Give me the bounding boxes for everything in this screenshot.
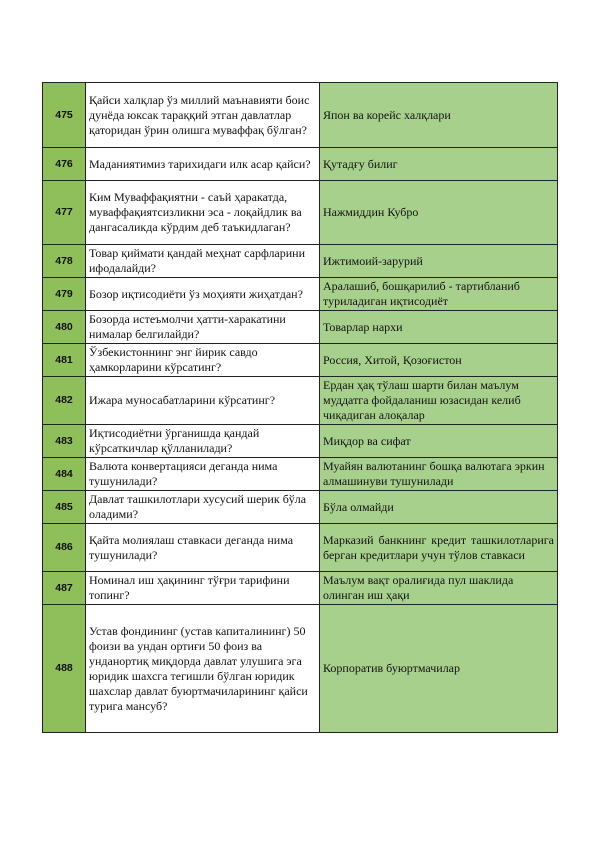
question-cell: Маданиятимиз тарихидаги илк асар қайси? <box>86 148 320 181</box>
question-cell: Ўзбекистоннинг энг йирик савдо ҳамкорларини кўрсатинг? <box>86 344 320 377</box>
answer-cell: Россия, Хитой, Қозоғистон <box>320 344 558 377</box>
question-cell: Давлат ташкилотлари хусусий шерик бўла оладими? <box>86 491 320 524</box>
answer-cell: Ижтимоий-зарурий <box>320 245 558 278</box>
table-row <box>43 491 558 524</box>
answer-cell: Муайян валютанинг бошқа валютага эркин алмашинуви тушунилади <box>320 458 558 491</box>
row-number: 485 <box>43 491 86 524</box>
row-number: 488 <box>43 605 86 733</box>
answer-cell: Аралашиб, бошқарилиб - тартибланиб туриладиган иқтисодиёт <box>320 278 558 311</box>
row-number: 481 <box>43 344 86 377</box>
row-number: 479 <box>43 278 86 311</box>
table-row <box>43 377 558 425</box>
row-number: 480 <box>43 311 86 344</box>
row-number: 478 <box>43 245 86 278</box>
question-cell: Валюта конвертацияси деганда нима тушунилади? <box>86 458 320 491</box>
answer-cell: Маълум вақт оралиғида пул шаклида олинган иш ҳақи <box>320 572 558 605</box>
table-row <box>43 458 558 491</box>
answer-cell: Ердан ҳақ тўлаш шарти билан маълум муддатга фойдаланиш юзасидан келиб чиқадиган алоқалар <box>320 377 558 425</box>
answer-cell: Япон ва корейс халқлари <box>320 83 558 148</box>
table-row <box>43 425 558 458</box>
table-row <box>43 148 558 181</box>
row-number: 484 <box>43 458 86 491</box>
row-number: 482 <box>43 377 86 425</box>
answer-cell: Корпоратив буюртмачилар <box>320 605 558 733</box>
table-row <box>43 83 558 148</box>
table-row <box>43 605 558 733</box>
table-row <box>43 524 558 572</box>
row-number: 476 <box>43 148 86 181</box>
question-cell: Устав фондининг (устав капиталининг) 50 фоизи ва ундан ортиғи 50 фоиз ва унданортиқ миқдорда давлат улушига эга юридик шахсга тегишли бўлган юридик шахслар давлат буюртмачиларининг қайси турига мансуб? <box>86 605 320 733</box>
table-row <box>43 245 558 278</box>
question-cell: Бозорда истеъмолчи ҳатти-харакатини нималар белгилайди? <box>86 311 320 344</box>
table-row <box>43 572 558 605</box>
answer-cell: Бўла олмайди <box>320 491 558 524</box>
answer-cell: Қутадғу билиг <box>320 148 558 181</box>
table-row <box>43 181 558 245</box>
question-cell: Бозор иқтисодиёти ўз моҳияти жиҳатдан? <box>86 278 320 311</box>
question-cell: Қайта молиялаш ставкаси деганда нима тушунилади? <box>86 524 320 572</box>
row-number: 483 <box>43 425 86 458</box>
table-row <box>43 344 558 377</box>
answer-cell: Миқдор ва сифат <box>320 425 558 458</box>
question-cell: Ижара муносабатларини кўрсатинг? <box>86 377 320 425</box>
answer-cell: Товарлар нархи <box>320 311 558 344</box>
table-row <box>43 278 558 311</box>
table-row <box>43 311 558 344</box>
question-cell: Ким Муваффақиятни - саъй ҳаракатда, муваффақиятсизликни эса - лоқайдлик ва дангасаликда кўрдим деб таъкидлаган? <box>86 181 320 245</box>
question-cell: Қайси халқлар ўз миллий маънавияти боис дунёда юксак тараққий этган давлатлар қаторидан ўрин олишга муваффақ бўлган? <box>86 83 320 148</box>
row-number: 487 <box>43 572 86 605</box>
question-cell: Номинал иш ҳақининг тўғри тарифини топинг? <box>86 572 320 605</box>
question-answer-table <box>42 82 558 733</box>
row-number: 475 <box>43 83 86 148</box>
answer-cell: Марказий банкнинг кредит ташкилотларига берган кредитлари учун тўлов ставкаси <box>320 524 558 572</box>
answer-cell: Нажмиддин Кубро <box>320 181 558 245</box>
question-cell: Иқтисодиётни ўрганишда қандай кўрсаткичлар қўлланилади? <box>86 425 320 458</box>
question-cell: Товар қиймати қандай меҳнат сарфларини ифодалайди? <box>86 245 320 278</box>
row-number: 477 <box>43 181 86 245</box>
row-number: 486 <box>43 524 86 572</box>
